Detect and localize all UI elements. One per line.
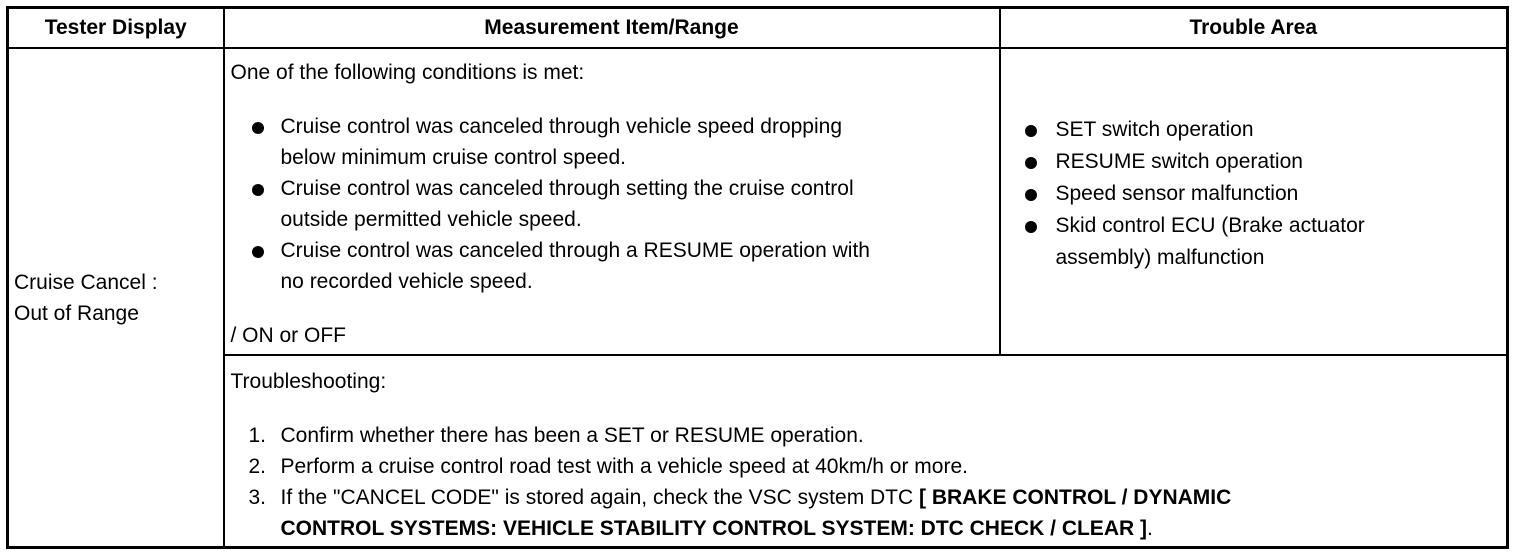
troubleshooting-cell [224, 355, 1508, 548]
troubleshooting-steps [231, 420, 1497, 544]
measurement-range: / ON or OFF [230, 324, 346, 347]
trouble-item: SET switch operation [1001, 114, 1507, 146]
header-measurement: Measurement Item/Range [224, 8, 1000, 49]
troubleshooting-title: Troubleshooting: [230, 370, 387, 393]
condition-item: Cruise control was canceled through a RESUME operation with no recorded vehicle speed. [231, 235, 989, 297]
header-row [8, 8, 1508, 49]
tester-display-line-1: Cruise Cancel : [14, 270, 158, 294]
condition-item: Cruise control was canceled through vehicle speed dropping below minimum cruise control speed. [231, 111, 989, 173]
condition-list [231, 111, 989, 297]
troubleshooting-row [8, 355, 1508, 548]
tester-display-cell [8, 48, 224, 548]
tester-display-line-2: Out of Range [14, 301, 139, 325]
step-item: 3. If the "CANCEL CODE" is stored again, check the VSC system DTC [ BRAKE CONTROL / DYNAMIC CONTROL SYSTEMS: VEHICLE STABILITY CONTROL SYSTEM: DTC CHECK / CLEAR ]. [248, 486, 1232, 540]
trouble-item: RESUME switch operation [1001, 146, 1507, 178]
trouble-item: Skid control ECU (Brake actuator assembly) malfunction [1001, 210, 1507, 274]
measurement-cell [224, 48, 1000, 355]
step-item: 2. Perform a cruise control road test with a vehicle speed at 40km/h or more. [248, 455, 968, 478]
dtc-reference-link[interactable]: [ BRAKE CONTROL / DYNAMIC CONTROL SYSTEMS: VEHICLE STABILITY CONTROL SYSTEM: DTC CHECK / CLEAR ] [280, 486, 1232, 540]
header-trouble-area: Trouble Area [1000, 8, 1508, 49]
header-tester-display: Tester Display [8, 8, 224, 49]
dtc-table [6, 6, 1509, 549]
step-item: 1. Confirm whether there has been a SET or RESUME operation. [248, 424, 864, 447]
condition-row [8, 48, 1508, 355]
condition-item: Cruise control was canceled through setting the cruise control outside permitted vehicle speed. [231, 173, 989, 235]
trouble-item: Speed sensor malfunction [1001, 178, 1507, 210]
measurement-intro: One of the following conditions is met: [230, 61, 585, 84]
trouble-area-list [1001, 114, 1507, 274]
trouble-area-cell [1000, 48, 1508, 355]
